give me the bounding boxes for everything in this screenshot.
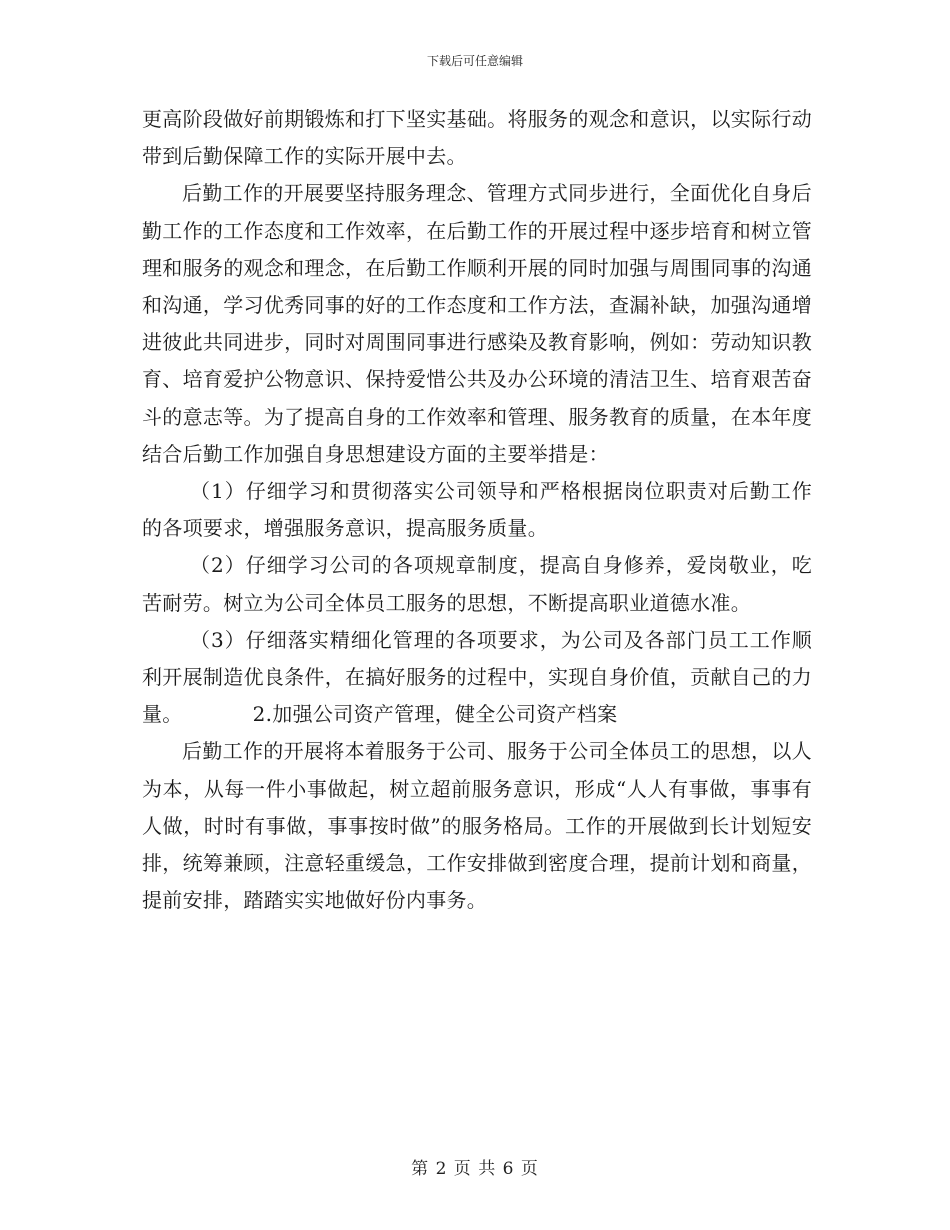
- list-item-3: [142, 622, 812, 734]
- list-item-1: （1）仔细学习和贯彻落实公司领导和严格根据岗位职责对后勤工作的各项要求，增强服务意识，提高服务质量。: [142, 479, 812, 541]
- page-header-note: 下载后可任意编辑: [426, 54, 523, 68]
- page-number: 第 2 页 共 6 页: [411, 1159, 539, 1179]
- paragraph-service-pattern: 后勤工作的开展将本着服务于公司、服务于公司全体员工的思想，以人为本，从每一件小事做起，树立超前服务意识，形成“人人有事做，事事有人做，时时有事做，事事按时做”的服务格局。工作的开展做到长计划短安排，统筹兼顾，注意轻重缓急，工作安排做到密度合理，提前计划和商量，提前安排，踏踏实实地做好份内事务。: [142, 739, 812, 913]
- document-body: [142, 101, 812, 919]
- paragraph-continuation: 更高阶段做好前期锻炼和打下坚实基础。将服务的观念和意识，以实际行动带到后勤保障工作的实际开展中去。: [142, 107, 812, 169]
- list-item-2: （2）仔细学习公司的各项规章制度，提高自身修养，爱岗敬业，吃苦耐劳。树立为公司全体员工服务的思想，不断提高职业道德水准。: [142, 553, 812, 615]
- paragraph-logistics-approach: 后勤工作的开展要坚持服务理念、管理方式同步进行，全面优化自身后勤工作的工作态度和工作效率，在后勤工作的开展过程中逐步培育和树立管理和服务的观念和理念，在后勤工作顺利开展的同时加强与周围同事的沟通和沟通，学习优秀同事的好的工作态度和工作方法，查漏补缺，加强沟通增进彼此共同进步，同时对周围同事进行感染及教育影响，例如：劳动知识教育、培育爱护公物意识、保持爱惜公共及办公环境的清洁卫生、培育艰苦奋斗的意志等。为了提高自身的工作效率和管理、服务教育的质量，在本年度结合后勤工作加强自身思想建设方面的主要举措是：: [142, 181, 812, 466]
- list-item-3-text: （3）仔细落实精细化管理的各项要求，为公司及各部门员工工作顺利开展制造优良条件，在搞好服务的过程中，实现自身价值，贡献自己的力量。: [142, 627, 812, 727]
- section-heading-asset-management: 2.加强公司资产管理，健全公司资产档案: [252, 702, 618, 727]
